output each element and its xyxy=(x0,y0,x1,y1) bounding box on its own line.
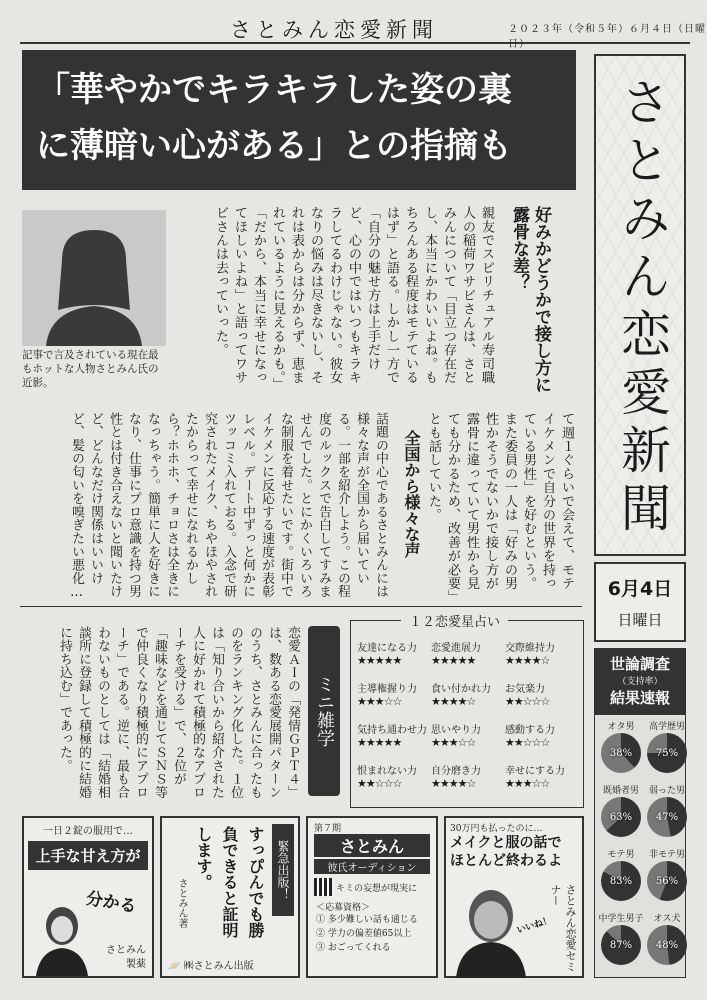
fortune-item xyxy=(357,680,431,708)
headline-line2: に薄暗い心がある」との指摘も xyxy=(36,126,512,166)
ad-pharma-big: 上手な甘え方が xyxy=(28,841,148,870)
ad-audition-req-1: ① 多少難しい話も通じる xyxy=(316,915,418,925)
poll-grid xyxy=(595,715,685,975)
ad-seminar-title: さとみん恋愛セミナー xyxy=(549,884,577,972)
fortune-item xyxy=(431,721,505,749)
poll-pie-value: 56% xyxy=(655,875,679,887)
poll-pie-value: 87% xyxy=(609,939,633,951)
poll-pie xyxy=(601,925,641,965)
poll-pie xyxy=(647,797,687,837)
ad-book-tag: 緊急出版！ xyxy=(272,824,294,916)
side-date-box xyxy=(594,562,686,642)
poll-sub: （支持率） xyxy=(617,677,663,687)
article1-heading: 好みかどうかで接し方に露骨な差？ xyxy=(509,206,551,393)
poll-pie xyxy=(601,861,641,901)
poll-title: 世論調査 xyxy=(609,655,670,673)
poll-pie-value: 63% xyxy=(609,811,633,823)
mini-body: 恋愛ＡＩの「発情ＧＰＴ４」は、数ある恋愛展開パターンのうち、さとみんに合ったものをランキング化した。１位は「知り合いから紹介された人に好かれて積極的なアプローチを受ける」で、２位が「趣味などを通じてＳＮＳ等で仲良くなり積極的にアプローチ」である。逆に、最も合わないものとしては「結婚相談所に登録して積極的に結婚に持ち込む」であった。 xyxy=(57,626,300,799)
fortune-item xyxy=(431,762,505,790)
ad-audition-name: さとみん xyxy=(314,834,430,857)
ad-pharma-big2: 分かる xyxy=(84,888,138,918)
fortune-item-name: 恨まれない力 xyxy=(357,766,417,777)
ad-book-publisher: ㈱さとみん出版 xyxy=(183,961,254,972)
saturn-icon: 🪐 xyxy=(168,961,181,972)
headline-line1: 「華やかでキラキラした姿の裏 xyxy=(36,70,512,110)
side-title-box xyxy=(594,54,686,556)
ad-audition-req-title: ＜応募資格＞ xyxy=(316,903,371,913)
mini-label: ミニ雑学 xyxy=(308,626,340,796)
fortune-item-stars: ★★★★☆ xyxy=(431,695,476,708)
fortune-item xyxy=(357,762,431,790)
fortune-item-name: 感動する力 xyxy=(505,725,555,736)
poll-item-label: オタ男 xyxy=(607,722,635,732)
masthead-title: さとみん恋愛新聞 xyxy=(230,18,438,42)
ad-pharma-small: 一日２錠の服用で… xyxy=(43,826,133,837)
mini-section xyxy=(20,612,342,808)
poll-pie-value: 48% xyxy=(655,939,679,951)
poll-item-label: 高学歴男 xyxy=(648,722,685,732)
headline xyxy=(22,50,576,190)
fortune-item-name: 気持ち通わせ力 xyxy=(357,725,427,736)
ad-audition-event: 彼氏オーディション xyxy=(314,859,430,874)
ad-pharma-maker2: 製薬 xyxy=(126,959,146,970)
fortune-item-stars: ★★★★★ xyxy=(431,654,476,667)
fortune-item-name: 交際維持力 xyxy=(505,643,555,654)
masthead-rule xyxy=(20,42,690,44)
poll-pie xyxy=(601,797,641,837)
photo-placeholder xyxy=(22,210,166,346)
fortune-item-name: 自分磨き力 xyxy=(431,766,481,777)
fortune-item-stars: ★★★☆☆ xyxy=(357,695,402,708)
fortune-item xyxy=(357,639,431,667)
ad-seminar-big2: ほとんど終わるよ xyxy=(450,853,562,869)
fortune-item-stars: ★★★★★ xyxy=(357,654,402,667)
qr-code-icon xyxy=(314,878,332,896)
fortune-item-name: 恋愛進展力 xyxy=(431,643,481,654)
poll-pie-value: 75% xyxy=(655,747,679,759)
fortune-item xyxy=(505,762,579,790)
photo-caption: 記事で言及されている現在最もホットな人物さとみん氏の近影。 xyxy=(22,349,159,389)
poll-pie xyxy=(647,733,687,773)
ad-seminar-exclaim: いいね！ xyxy=(515,915,554,937)
fortune-item-stars: ★★★★★ xyxy=(357,736,402,749)
fortune-item-stars: ★★★★☆ xyxy=(431,777,476,790)
man-photo-icon xyxy=(456,884,526,978)
poll-item-label: モテ男 xyxy=(607,850,635,860)
article2-heading: 全国から様々な声 xyxy=(402,430,421,558)
fortune-item-name: 主導権握り力 xyxy=(357,684,417,695)
article1-body: 親友でスピリチュアル寿司職人の稲荷ワサビさんは、さとみんについて「目立つ存在だし、本当にかわいいよね。もちろんある程度はモテているはず」と語る。しかし一方で「自分の魅せ方は上手だけど、心の中ではいつもキラキラしてるわけじゃない。彼女なりの悩みは尽きないし、それは表からは分からず、恵まれているように見えるかも。」「だから、本当に幸せになってほしいよね」と語ってワサビさんは去っていった。 xyxy=(213,206,494,392)
poll-pie-value: 38% xyxy=(609,747,633,759)
fortune-item-stars: ★★☆☆☆ xyxy=(505,695,550,708)
ad-pharma-maker: さとみん xyxy=(106,945,146,956)
poll-pie-value: 83% xyxy=(609,875,633,887)
fortune-item-stars: ★★★★☆ xyxy=(505,654,550,667)
poll-item-label: 非モテ男 xyxy=(648,850,685,860)
fortune-item xyxy=(505,639,579,667)
ad-book-body: すっぴんでも勝負できると証明します。 xyxy=(194,826,265,938)
side-weekday: 日曜日 xyxy=(617,611,663,629)
ad-seminar-small: 30万円も払ったのに… xyxy=(450,824,543,834)
fortune-item xyxy=(431,639,505,667)
fortune-item xyxy=(505,680,579,708)
poll-item-label: 既婚者男 xyxy=(602,786,639,796)
section-rule xyxy=(20,606,582,607)
article1-body3: て週１ぐらいで会えて、モテイケメンで自分の世界を持っている男性」を好むという。また委員の一人は「好みの男性かそうでないかで接し方が露骨に違っていて男性から見ても分かるため、改善が必要」とも話していた。 xyxy=(426,412,574,598)
ad-audition xyxy=(306,816,438,978)
fortune-item-stars: ★★★☆☆ xyxy=(431,736,476,749)
poll-pie-value: 47% xyxy=(655,811,679,823)
person-silhouette-icon xyxy=(22,210,166,346)
article2-body: 話題の中心であるさとみんには様々な声が全国から届いている。一部を紹介しよう。この程度のルックスで告白してすみませんでした。とにかくいろいろな制服を着せたいです。街中でイケメンに反応する速度が表彰レベル。デート中ずっと何かにツッコミ入れておる。入念で研究されたメイク、ちやほやされたからって幸せになれるかしら？ホホホ、チョロさは全きになっちゃう。簡単に人を好きになり、仕事にプロ意識を持つ男性とは付き合えないと聞いたけど、どんなだけ関係はいいけど、髪の匂いを嗅ぎたい悪化… xyxy=(69,412,388,601)
ad-audition-req-3: ③ おごってくれる xyxy=(316,943,391,953)
fortune-panel xyxy=(350,615,584,808)
fortune-item-stars: ★★★☆☆ xyxy=(505,777,550,790)
side-title: さとみん恋愛新聞 xyxy=(613,76,671,540)
ad-book xyxy=(160,816,300,978)
fortune-grid xyxy=(357,639,579,803)
poll-pie xyxy=(647,861,687,901)
fortune-item xyxy=(357,721,431,749)
fortune-item-name: 友達になる力 xyxy=(357,643,417,654)
model-photo-icon xyxy=(32,902,92,976)
poll-item-label: 中学生男子 xyxy=(598,914,644,924)
fortune-item-name: お気楽力 xyxy=(505,684,545,695)
masthead-date: ２０２３年（令和５年）６月４日（日曜日） xyxy=(508,24,706,50)
fortune-item-stars: ★★☆☆☆ xyxy=(505,736,550,749)
poll-panel xyxy=(594,648,686,978)
fortune-item xyxy=(431,680,505,708)
ad-book-author: さとみん著 xyxy=(176,878,187,928)
ad-seminar xyxy=(444,816,584,978)
ad-pharma xyxy=(22,816,154,978)
ad-audition-qr-text: キミの妄想が現実に xyxy=(336,883,418,894)
ad-book-publisher-row xyxy=(168,957,254,972)
fortune-item-name: 思いやり力 xyxy=(431,725,481,736)
fortune-item xyxy=(505,721,579,749)
fortune-item-stars: ★★☆☆☆ xyxy=(357,777,402,790)
poll-pie xyxy=(601,733,641,773)
fortune-item-name: 幸せにする力 xyxy=(505,766,565,777)
ad-audition-period: 第７期 xyxy=(314,824,342,834)
fortune-item-name: 食い付かれ力 xyxy=(431,684,491,695)
poll-item-label: 弱った男 xyxy=(648,786,685,796)
ad-audition-req-2: ② 学力の偏差値65以上 xyxy=(316,929,412,939)
side-date: 6月4日 xyxy=(607,578,673,600)
ad-seminar-big: メイクと服の話で xyxy=(450,835,562,851)
poll-title2: 結果速報 xyxy=(609,689,670,707)
fortune-title: １２恋愛星占い xyxy=(401,611,508,630)
poll-item-label: オス犬 xyxy=(653,914,681,924)
poll-pie xyxy=(647,925,687,965)
